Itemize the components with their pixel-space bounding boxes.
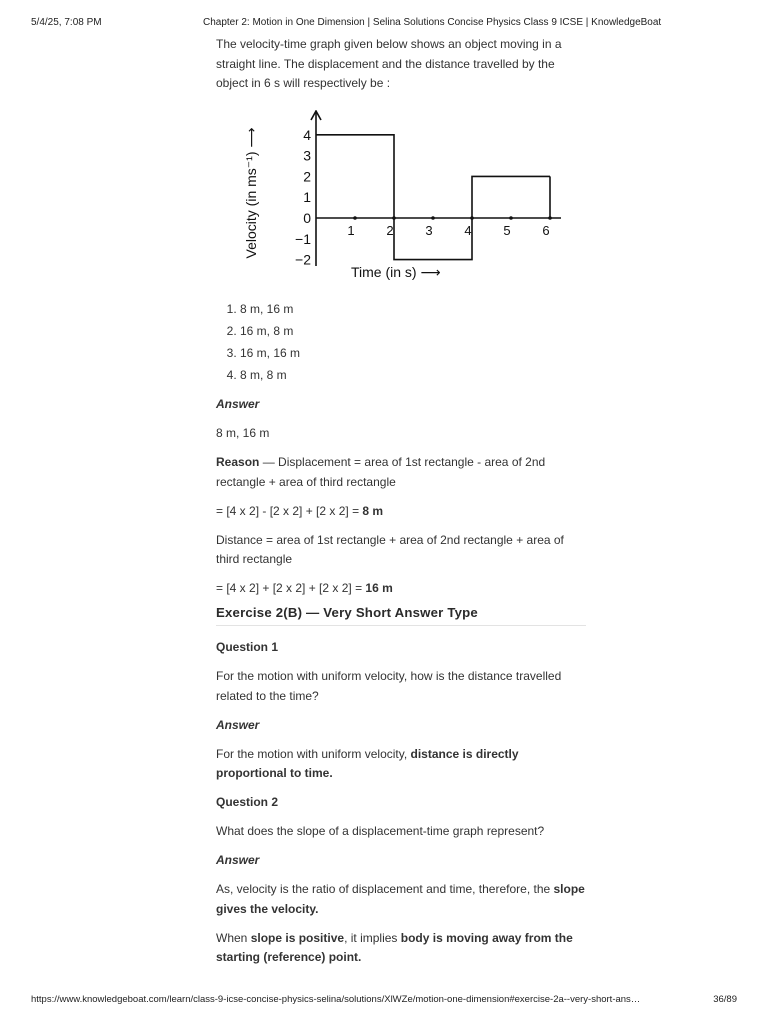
y-tick-label: −2 xyxy=(295,251,311,268)
x-tick-label: 1 xyxy=(347,223,355,238)
x-tick-label: 2 xyxy=(386,223,394,238)
y-tick-label: 4 xyxy=(303,126,311,143)
q2-answer2-prefix: When xyxy=(216,930,251,945)
x-tick-mark xyxy=(548,216,552,220)
question-2-answer-2 xyxy=(216,929,586,968)
y-tick-label: −1 xyxy=(295,230,311,247)
x-tick-mark xyxy=(431,216,435,220)
distance-result: 16 m xyxy=(365,581,393,595)
question-1-text: For the motion with uniform velocity, how is the distance travelled related to the time? xyxy=(216,669,562,703)
question-2-text: What does the slope of a displacement-time graph represent? xyxy=(216,824,545,838)
print-datetime: 5/4/25, 7:08 PM xyxy=(31,17,102,28)
reason-text: — Displacement = area of 1st rectangle - area of 2nd rectangle + area of third rectangle xyxy=(216,455,546,489)
q2-answer-bold: slope gives the velocity. xyxy=(216,882,585,916)
y-tick-label: 3 xyxy=(303,147,311,164)
displacement-calc-expr: = [4 x 2] - [2 x 2] + [2 x 2] = xyxy=(216,503,363,518)
x-tick-mark xyxy=(353,216,357,220)
option-3: 3. 16 m, 16 m xyxy=(240,344,586,364)
print-footer xyxy=(31,994,737,1008)
q2-answer2-mid: , it implies xyxy=(344,930,401,945)
article-content xyxy=(216,35,586,977)
question-1-answer xyxy=(216,745,586,784)
section-heading: Exercise 2(B) — Very Short Answer Type xyxy=(216,603,586,627)
reason-label: Reason xyxy=(216,455,260,469)
q1-answer-prefix: For the motion with uniform velocity, xyxy=(216,746,411,761)
graph-series xyxy=(316,135,550,260)
x-tick-label: 3 xyxy=(425,223,433,238)
distance-calc xyxy=(216,579,586,599)
question-1-heading: Question 1 xyxy=(216,640,279,654)
answer-options xyxy=(216,300,586,386)
option-1: 1. 8 m, 16 m xyxy=(240,300,586,320)
displacement-calc xyxy=(216,502,586,522)
x-tick-mark xyxy=(392,216,396,220)
velocity-step-line xyxy=(316,135,550,260)
print-page-title: Chapter 2: Motion in One Dimension | Selina Solutions Concise Physics Class 9 ICSE | KnowledgeBoat xyxy=(203,17,662,28)
x-tick-mark xyxy=(509,216,513,220)
option-2: 2. 16 m, 8 m xyxy=(240,322,586,342)
x-tick-label: 5 xyxy=(503,223,511,238)
graph-ticks xyxy=(295,127,552,268)
print-header xyxy=(31,17,737,31)
y-tick-label: 2 xyxy=(303,168,311,185)
q2-answer-prefix: As, velocity is the ratio of displacement and time, therefore, the xyxy=(216,882,554,896)
question-1-answer-label: Answer xyxy=(216,717,260,732)
answer-label: Answer xyxy=(216,397,260,411)
question-2-heading: Question 2 xyxy=(216,795,279,809)
q2-answer2-bold1: slope is positive xyxy=(250,930,345,945)
x-axis-label: Time (in s) ⟶ xyxy=(351,264,441,280)
question-2-answer-label: Answer xyxy=(216,853,260,867)
velocity-time-graph xyxy=(241,110,561,285)
q1-answer-bold: distance is directly proportional to time. xyxy=(216,746,519,780)
distance-text: Distance = area of 1st rectangle + area of 2nd rectangle + area of third rectangle xyxy=(216,532,564,566)
distance-calc-expr: = [4 x 2] + [2 x 2] + [2 x 2] = xyxy=(216,581,366,595)
x-tick-label: 6 xyxy=(542,223,550,238)
y-axis-label: Velocity (in ms⁻¹) ⟶ xyxy=(243,127,259,259)
x-tick-mark xyxy=(470,216,474,220)
y-tick-label: 0 xyxy=(303,210,311,226)
displacement-result: 8 m xyxy=(362,503,384,518)
reason-paragraph xyxy=(216,453,586,492)
print-url: https://www.knowledgeboat.com/learn/class-9-icse-concise-physics-selina/solutions/XlWZe/motion-one-dimension#exercise-2a--very-short-ans… xyxy=(31,994,641,1005)
y-tick-label: 1 xyxy=(303,189,311,206)
option-4: 4. 8 m, 8 m xyxy=(240,366,586,386)
question-text: The velocity-time graph given below shows an object moving in a straight line. The displacement and the distance travelled by the object in 6 s will respectively be : xyxy=(216,37,562,90)
print-page-number: 36/89 xyxy=(713,994,737,1005)
q2-answer2-bold2: body is moving away from the starting (reference) point. xyxy=(216,930,573,964)
x-tick-label: 4 xyxy=(464,223,472,238)
question-2-answer-1 xyxy=(216,880,586,919)
answer-value: 8 m, 16 m xyxy=(216,426,270,440)
